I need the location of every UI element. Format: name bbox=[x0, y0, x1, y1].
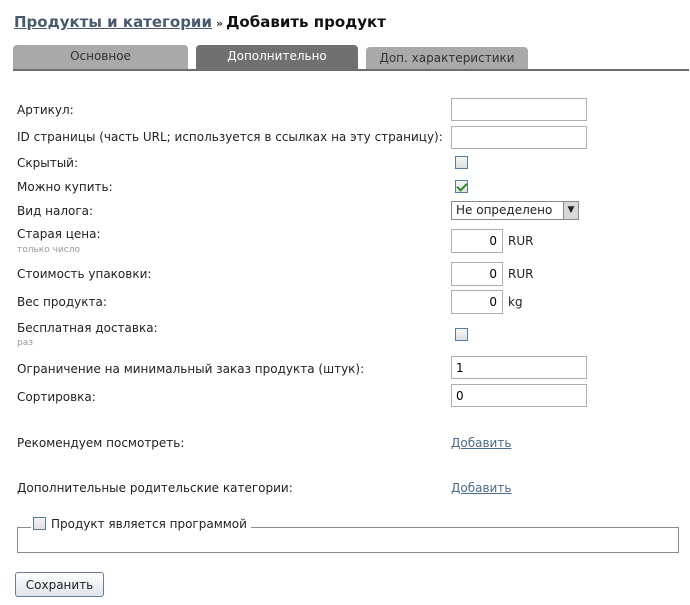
page-id-label: ID страницы (часть URL; используется в ссылках на эту страницу): bbox=[17, 130, 443, 144]
tab-underline bbox=[13, 69, 689, 71]
chevron-down-icon[interactable]: ▼ bbox=[563, 202, 578, 219]
sort-input[interactable] bbox=[451, 384, 587, 407]
page-header bbox=[14, 13, 386, 31]
breadcrumb-separator: » bbox=[215, 17, 224, 30]
weight-input[interactable] bbox=[451, 290, 503, 314]
old-price-hint: только число bbox=[17, 245, 80, 255]
tax-label: Вид налога: bbox=[17, 204, 94, 218]
free-shipping-hint: раз bbox=[17, 338, 34, 348]
package-cost-input[interactable] bbox=[451, 262, 503, 286]
can-buy-label: Можно купить: bbox=[17, 180, 113, 194]
recommended-add-link[interactable]: Добавить bbox=[451, 436, 512, 450]
recommended-label: Рекомендуем посмотреть: bbox=[17, 436, 185, 450]
weight-unit: kg bbox=[508, 295, 523, 309]
parent-categories-add-link[interactable]: Добавить bbox=[451, 481, 512, 495]
tab-characteristics[interactable]: Доп. характеристики bbox=[366, 47, 528, 69]
can-buy-checkbox[interactable] bbox=[455, 180, 468, 193]
page-title: Добавить продукт bbox=[226, 13, 386, 31]
breadcrumb-link[interactable]: Продукты и категории bbox=[14, 13, 212, 31]
hidden-label: Скрытый: bbox=[17, 156, 79, 170]
tax-select-value: Не определено bbox=[456, 203, 553, 217]
package-cost-unit: RUR bbox=[508, 267, 534, 281]
parent-categories-label: Дополнительные родительские категории: bbox=[17, 481, 293, 495]
hidden-checkbox[interactable] bbox=[455, 156, 468, 169]
weight-label: Вес продукта: bbox=[17, 295, 107, 309]
min-order-input[interactable] bbox=[451, 356, 587, 379]
page-id-input[interactable] bbox=[451, 126, 587, 149]
software-legend bbox=[31, 517, 251, 531]
tax-select[interactable] bbox=[451, 201, 579, 220]
min-order-label: Ограничение на минимальный заказ продукта (штук): bbox=[17, 362, 365, 376]
software-label: Продукт является программой bbox=[51, 517, 247, 531]
package-cost-label: Стоимость упаковки: bbox=[17, 267, 152, 281]
sort-label: Сортировка: bbox=[17, 390, 96, 404]
old-price-input[interactable] bbox=[451, 229, 503, 253]
tab-extra[interactable]: Дополнительно bbox=[196, 45, 358, 69]
tab-basic[interactable]: Основное bbox=[13, 45, 188, 69]
old-price-label: Старая цена: bbox=[17, 227, 101, 241]
free-shipping-checkbox[interactable] bbox=[455, 328, 468, 341]
old-price-unit: RUR bbox=[508, 234, 534, 248]
free-shipping-label: Бесплатная доставка: bbox=[17, 321, 158, 335]
software-checkbox[interactable] bbox=[33, 517, 46, 530]
sku-input[interactable] bbox=[451, 98, 587, 121]
save-button[interactable]: Сохранить bbox=[15, 572, 104, 597]
sku-label: Артикул: bbox=[17, 103, 74, 117]
